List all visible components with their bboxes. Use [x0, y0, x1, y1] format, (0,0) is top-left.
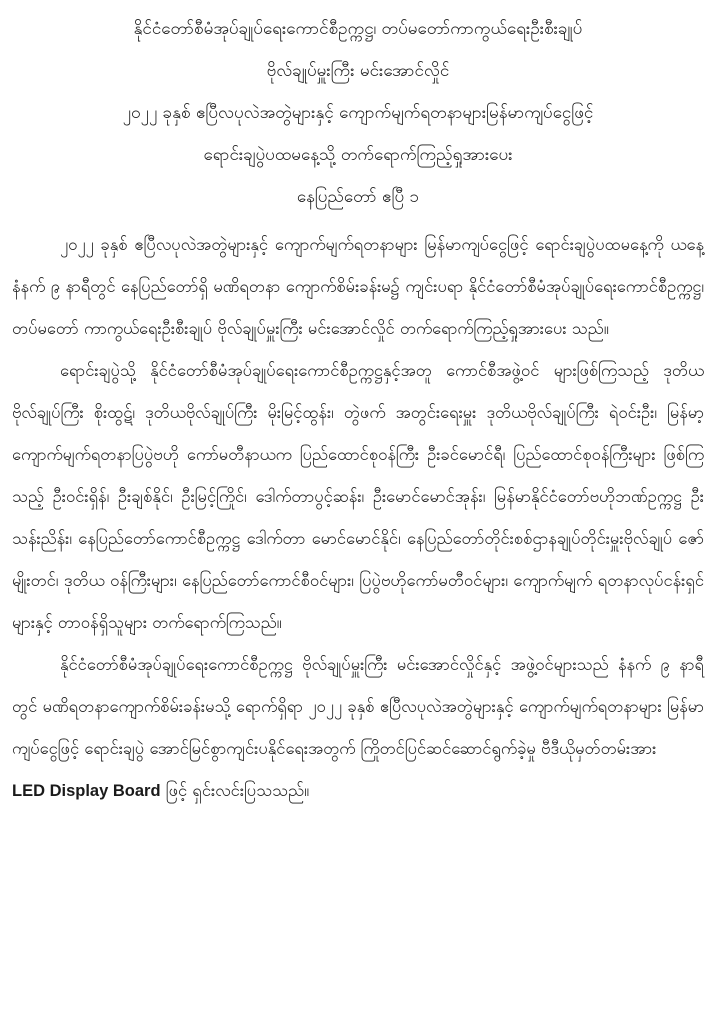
paragraph-3 [12, 644, 704, 770]
paragraph-3-text: နိုင်ငံတော်စီမံအုပ်ချုပ်ရေးကောင်စီဥက္ကဋ္ဌ ဗိုလ်ချုပ်မှူးကြီး မင်းအောင်လှိုင်နှင့် အဖွဲ့ဝင်များသည် နံနက် ၉ နာရီတွင် မဏိရတနာကျောက်စိမ်းခန်းမသို့ ရောက်ရှိရာ ၂၀၂၂ ခုနှစ် ဧပြီလပုလဲအတွဲများနှင့် ကျောက်မျက်ရတနာများ မြန်မာကျပ်ငွေဖြင့် ရောင်းချပွဲ အောင်မြင်စွာကျင်းပနိုင်ရေးအတွက် ကြိုတင်ပြင်ဆင်ဆောင်ရွက်ခဲ့မှု ဗီဒီယိုမှတ်တမ်းအား [12, 655, 704, 758]
paragraph-1-text: ၂၀၂၂ ခုနှစ် ဧပြီလပုလဲအတွဲများနှင့် ကျောက်မျက်ရတနာများ မြန်မာကျပ်ငွေဖြင့် ရောင်းချပွဲပထမနေ့ကို ယနေ့နံနက် ၉ နာရီတွင် နေပြည်တော်ရှိ မဏိရတနာ ကျောက်စိမ်းခန်းမ၌ ကျင်းပရာ နိုင်ငံတော်စီမံအုပ်ချုပ်ရေးကောင်စီဥက္ကဋ္ဌ၊ တပ်မတော် ကာကွယ်ရေးဦးစီးချုပ် ဗိုလ်ချုပ်မှူးကြီး မင်းအောင်လှိုင် တက်ရောက်ကြည့်ရှုအားပေး သည်။ [12, 235, 704, 338]
closing-line [12, 770, 704, 812]
paragraph-1 [12, 224, 704, 350]
led-display-board-label: LED Display Board [12, 782, 161, 800]
paragraph-2 [12, 350, 704, 644]
headline-line-4: ရောင်းချပွဲပထမနေ့သို့ တက်ရောက်ကြည့်ရှုအားပေး [203, 145, 513, 165]
headline-line-2: ဗိုလ်ချုပ်မှူးကြီး မင်းအောင်လှိုင် [266, 61, 450, 81]
dateline: နေပြည်တော် ဧပြီ ၁ [296, 187, 420, 207]
paragraph-2-text: ရောင်းချပွဲသို့ နိုင်ငံတော်စီမံအုပ်ချုပ်ရေးကောင်စီဥက္ကဋ္ဌနှင့်အတူ ကောင်စီအဖွဲ့ဝင် များဖြစ်ကြသည့် ဒုတိယဗိုလ်ချုပ်ကြီး စိုးထွဋ်၊ ဒုတိယဗိုလ်ချုပ်ကြီး မိုးမြင့်ထွန်း၊ တွဲဖက် အတွင်းရေးမှူး ဒုတိယဗိုလ်ချုပ်ကြီး ရဲဝင်းဦး၊ မြန်မာ့ကျောက်မျက်ရတနာပြပွဲဗဟို ကော်မတီနာယက ပြည်ထောင်စုဝန်ကြီး ဦးခင်မောင်ရီ၊ ပြည်ထောင်စုဝန်ကြီးများ ဖြစ်ကြ သည့် ဦးဝင်းရှိန်၊ ဦးချစ်နိုင်၊ ဦးမြင့်ကြိုင်၊ ဒေါက်တာပွင့်ဆန်း၊ ဦးမောင်မောင်အုန်း၊ မြန်မာနိုင်ငံတော်ဗဟိုဘဏ်ဥက္ကဋ္ဌ ဦးသန်းညိန်း၊ နေပြည်တော်ကောင်စီဥက္ကဋ္ဌ ဒေါက်တာ မောင်မောင်နိုင်၊ နေပြည်တော်တိုင်းစစ်ဌာနချုပ်တိုင်းမှူးဗိုလ်ချုပ် ဇော်မျိုးတင်၊ ဒုတိယ ဝန်ကြီးများ၊ နေပြည်တော်ကောင်စီဝင်များ၊ ပြပွဲဗဟိုကော်မတီဝင်များ၊ ကျောက်မျက် ရတနာလုပ်ငန်းရှင်များနှင့် တာဝန်ရှိသူများ တက်ရောက်ကြသည်။ [12, 361, 704, 632]
headline-line-3: ၂၀၂၂ ခုနှစ် ဧပြီလပုလဲအတွဲများနှင့် ကျောက်မျက်ရတနာများမြန်မာကျပ်ငွေဖြင့် [122, 103, 594, 123]
headline-line-1: နိုင်ငံတော်စီမံအုပ်ချုပ်ရေးကောင်စီဥက္ကဋ္ဌ၊ တပ်မတော်ကာကွယ်ရေးဦးစီးချုပ် [133, 19, 583, 39]
closing-text: ဖြင့် ရှင်းလင်းပြသသည်။ [160, 781, 310, 800]
article-body [12, 224, 704, 812]
